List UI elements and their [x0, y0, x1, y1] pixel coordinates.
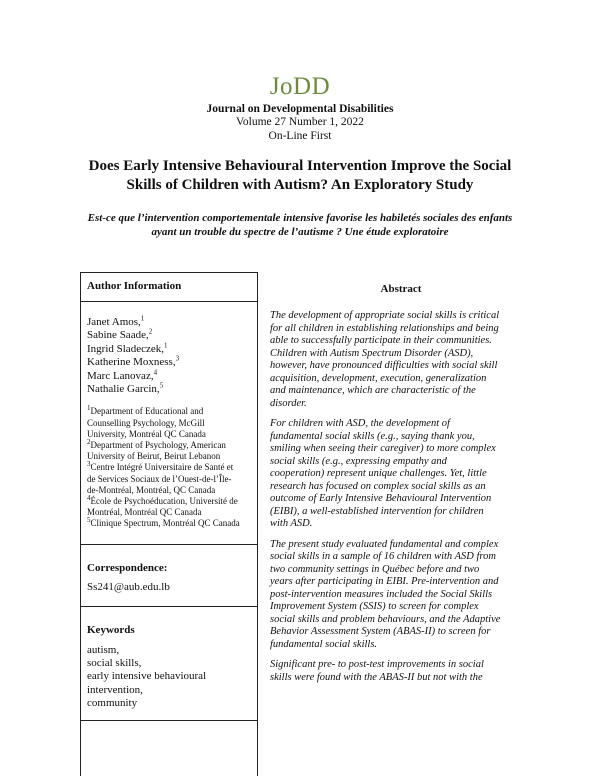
- author-sidebar: [80, 272, 258, 776]
- keyword-line: intervention,: [87, 683, 143, 696]
- affiliation-text: Department of Educational and: [90, 406, 204, 417]
- affiliation-item: [87, 406, 251, 417]
- author-affiliation-number: 3: [175, 354, 180, 363]
- abstract-paragraph: [270, 418, 532, 531]
- paper-title-line: Does Early Intensive Behavioural Intervention Improve the Social: [88, 158, 512, 174]
- affiliation-line: University, Montréal QC Canada: [87, 428, 206, 439]
- abstract-line: (EIBI), a well-established intervention for children: [270, 505, 484, 517]
- paper-title: [60, 157, 540, 195]
- correspondence-heading: Correspondence:: [87, 561, 168, 574]
- abstract-paragraph: [270, 659, 532, 684]
- abstract-line: research has focused on complex social skills as an: [270, 480, 486, 492]
- author-affiliation-number: 5: [159, 381, 164, 390]
- journal-logo: JoDD: [269, 73, 331, 100]
- abstract-line: Improvement System (SSIS) to screen for complex: [270, 601, 479, 612]
- sidebar-divider: [81, 720, 257, 721]
- abstract-line: disorder.: [270, 397, 307, 409]
- author-name: Sabine Saade,: [87, 329, 149, 342]
- keyword-line: social skills,: [87, 656, 142, 669]
- affiliation-item: [87, 440, 251, 451]
- affiliation-item: [87, 518, 251, 529]
- affiliation-number: 3: [87, 460, 91, 469]
- abstract-line: smiling when seeing their caregiver) to more complex: [270, 443, 496, 454]
- abstract-line: two community settings in Québec before and two: [270, 563, 480, 575]
- abstract-line: acquisition, development, execution, generalization: [270, 372, 487, 384]
- abstract-line: social skills (e.g., expressing empathy and: [270, 455, 447, 467]
- abstract-line: Behavior Assessment System (ABAS-II) to screen for: [270, 626, 491, 637]
- abstract-section: [270, 282, 532, 684]
- affiliation-list: [87, 406, 251, 529]
- author-list: [87, 316, 251, 396]
- author-affiliation-number: 1: [163, 341, 168, 350]
- publication-status: On-Line First: [268, 129, 332, 142]
- abstract-line: fundamental social skills.: [270, 638, 378, 650]
- abstract-heading: Abstract: [380, 283, 422, 295]
- author-item: [87, 316, 251, 329]
- author-item: [87, 367, 251, 383]
- author-name: Katherine Moxness,: [87, 356, 176, 369]
- author-name: Nathalie Garcin,: [87, 383, 160, 396]
- affiliation-number: 2: [87, 438, 91, 447]
- french-title-line: ayant un trouble du spectre de l’autisme ? Une étude exploratoire: [151, 226, 449, 238]
- keyword-list: [87, 644, 251, 710]
- keyword-line: autism,: [87, 643, 120, 656]
- abstract-line: cooperation) represent unique challenges. Yet, little: [270, 468, 487, 479]
- affiliation-line: University of Beirut, Beirut Lebanon: [87, 451, 221, 462]
- abstract-line: The present study evaluated fundamental and complex: [270, 538, 499, 550]
- journal-name: Journal on Developmental Disabilities: [206, 103, 394, 115]
- affiliation-text: École de Psychoéducation, Université de: [90, 496, 238, 507]
- author-item: [87, 383, 251, 396]
- abstract-line: years after participating in EIBI. Pre-intervention and: [270, 576, 499, 587]
- masthead: [0, 72, 600, 143]
- sidebar-divider: [81, 301, 257, 302]
- abstract-line: social skills in a sample of 16 children with ASD from: [270, 551, 496, 562]
- abstract-line: skills were found with the ABAS-II but not with the: [270, 671, 483, 683]
- abstract-line: and maintenance, which are characteristic of the: [270, 385, 476, 396]
- affiliation-number: 5: [87, 516, 91, 525]
- keyword-line: community: [87, 696, 138, 709]
- affiliation-text: Centre Intégré Universitaire de Santé et: [90, 462, 234, 473]
- author-info-heading: Author Information: [87, 280, 182, 292]
- affiliation-line: Montréal, Montréal QC Canada: [87, 507, 202, 518]
- affiliation-line: Counselling Psychology, McGill: [87, 417, 205, 428]
- affiliation-number: 4: [87, 494, 91, 503]
- abstract-line: social skills and problem behaviours, and the Adaptive: [270, 613, 501, 625]
- abstract-line: with ASD.: [270, 518, 313, 529]
- author-name: Ingrid Sladeczek,: [87, 342, 164, 355]
- author-item: [87, 343, 251, 356]
- author-item: [87, 356, 251, 369]
- affiliation-item: [87, 462, 251, 473]
- abstract-paragraph: [270, 310, 532, 410]
- author-name: Janet Amos,: [87, 316, 141, 328]
- abstract-line: For children with ASD, the development of: [270, 418, 450, 429]
- french-title-line: Est-ce que l’intervention comportementale intensive favorise les habiletés sociales des enfants: [87, 212, 513, 224]
- abstract-paragraph: [270, 539, 532, 652]
- abstract-line: The development of appropriate social skills is critical: [270, 310, 500, 321]
- keywords-heading: Keywords: [87, 623, 135, 636]
- sidebar-divider: [81, 606, 257, 607]
- affiliation-item: [87, 496, 251, 507]
- author-affiliation-number: 4: [153, 367, 158, 376]
- affiliation-text: Clinique Spectrum, Montréal QC Canada: [90, 518, 240, 529]
- paper-title-line: Skills of Children with Autism? An Exploratory Study: [126, 177, 474, 193]
- keyword-line: early intensive behavioural: [87, 670, 207, 683]
- abstract-line: for all children in establishing relationships and being: [270, 322, 499, 334]
- author-affiliation-number: 1: [140, 314, 145, 323]
- sidebar-divider: [81, 544, 257, 545]
- abstract-line: however, have pronounced difficulties with social skill: [270, 360, 498, 371]
- abstract-line: Significant pre- to post-test improvements in social: [270, 659, 484, 670]
- affiliation-line: de-Montréal, Montréal, QC Canada: [87, 484, 216, 495]
- volume-info: Volume 27 Number 1, 2022: [236, 116, 364, 128]
- abstract-line: Children with Autism Spectrum Disorder (ASD),: [270, 347, 474, 359]
- correspondence-email[interactable]: Ss241@aub.edu.lb: [87, 580, 170, 593]
- french-title: [55, 211, 545, 239]
- author-item: [87, 329, 251, 342]
- abstract-line: outcome of Early Intensive Behavioural Intervention: [270, 493, 492, 504]
- abstract-line: able to successfully participate in their communities.: [270, 335, 492, 346]
- affiliation-line: de Services Sociaux de l’Ouest-de-l’Île-: [87, 473, 232, 484]
- author-affiliation-number: 2: [148, 327, 153, 336]
- author-name: Marc Lanovaz,: [87, 369, 154, 382]
- abstract-line: post-intervention measures included the Social Skills: [270, 588, 493, 600]
- affiliation-number: 1: [87, 404, 91, 413]
- affiliation-text: Department of Psychology, American: [90, 440, 226, 451]
- abstract-line: fundamental social skills (e.g., saying thank you,: [270, 430, 475, 442]
